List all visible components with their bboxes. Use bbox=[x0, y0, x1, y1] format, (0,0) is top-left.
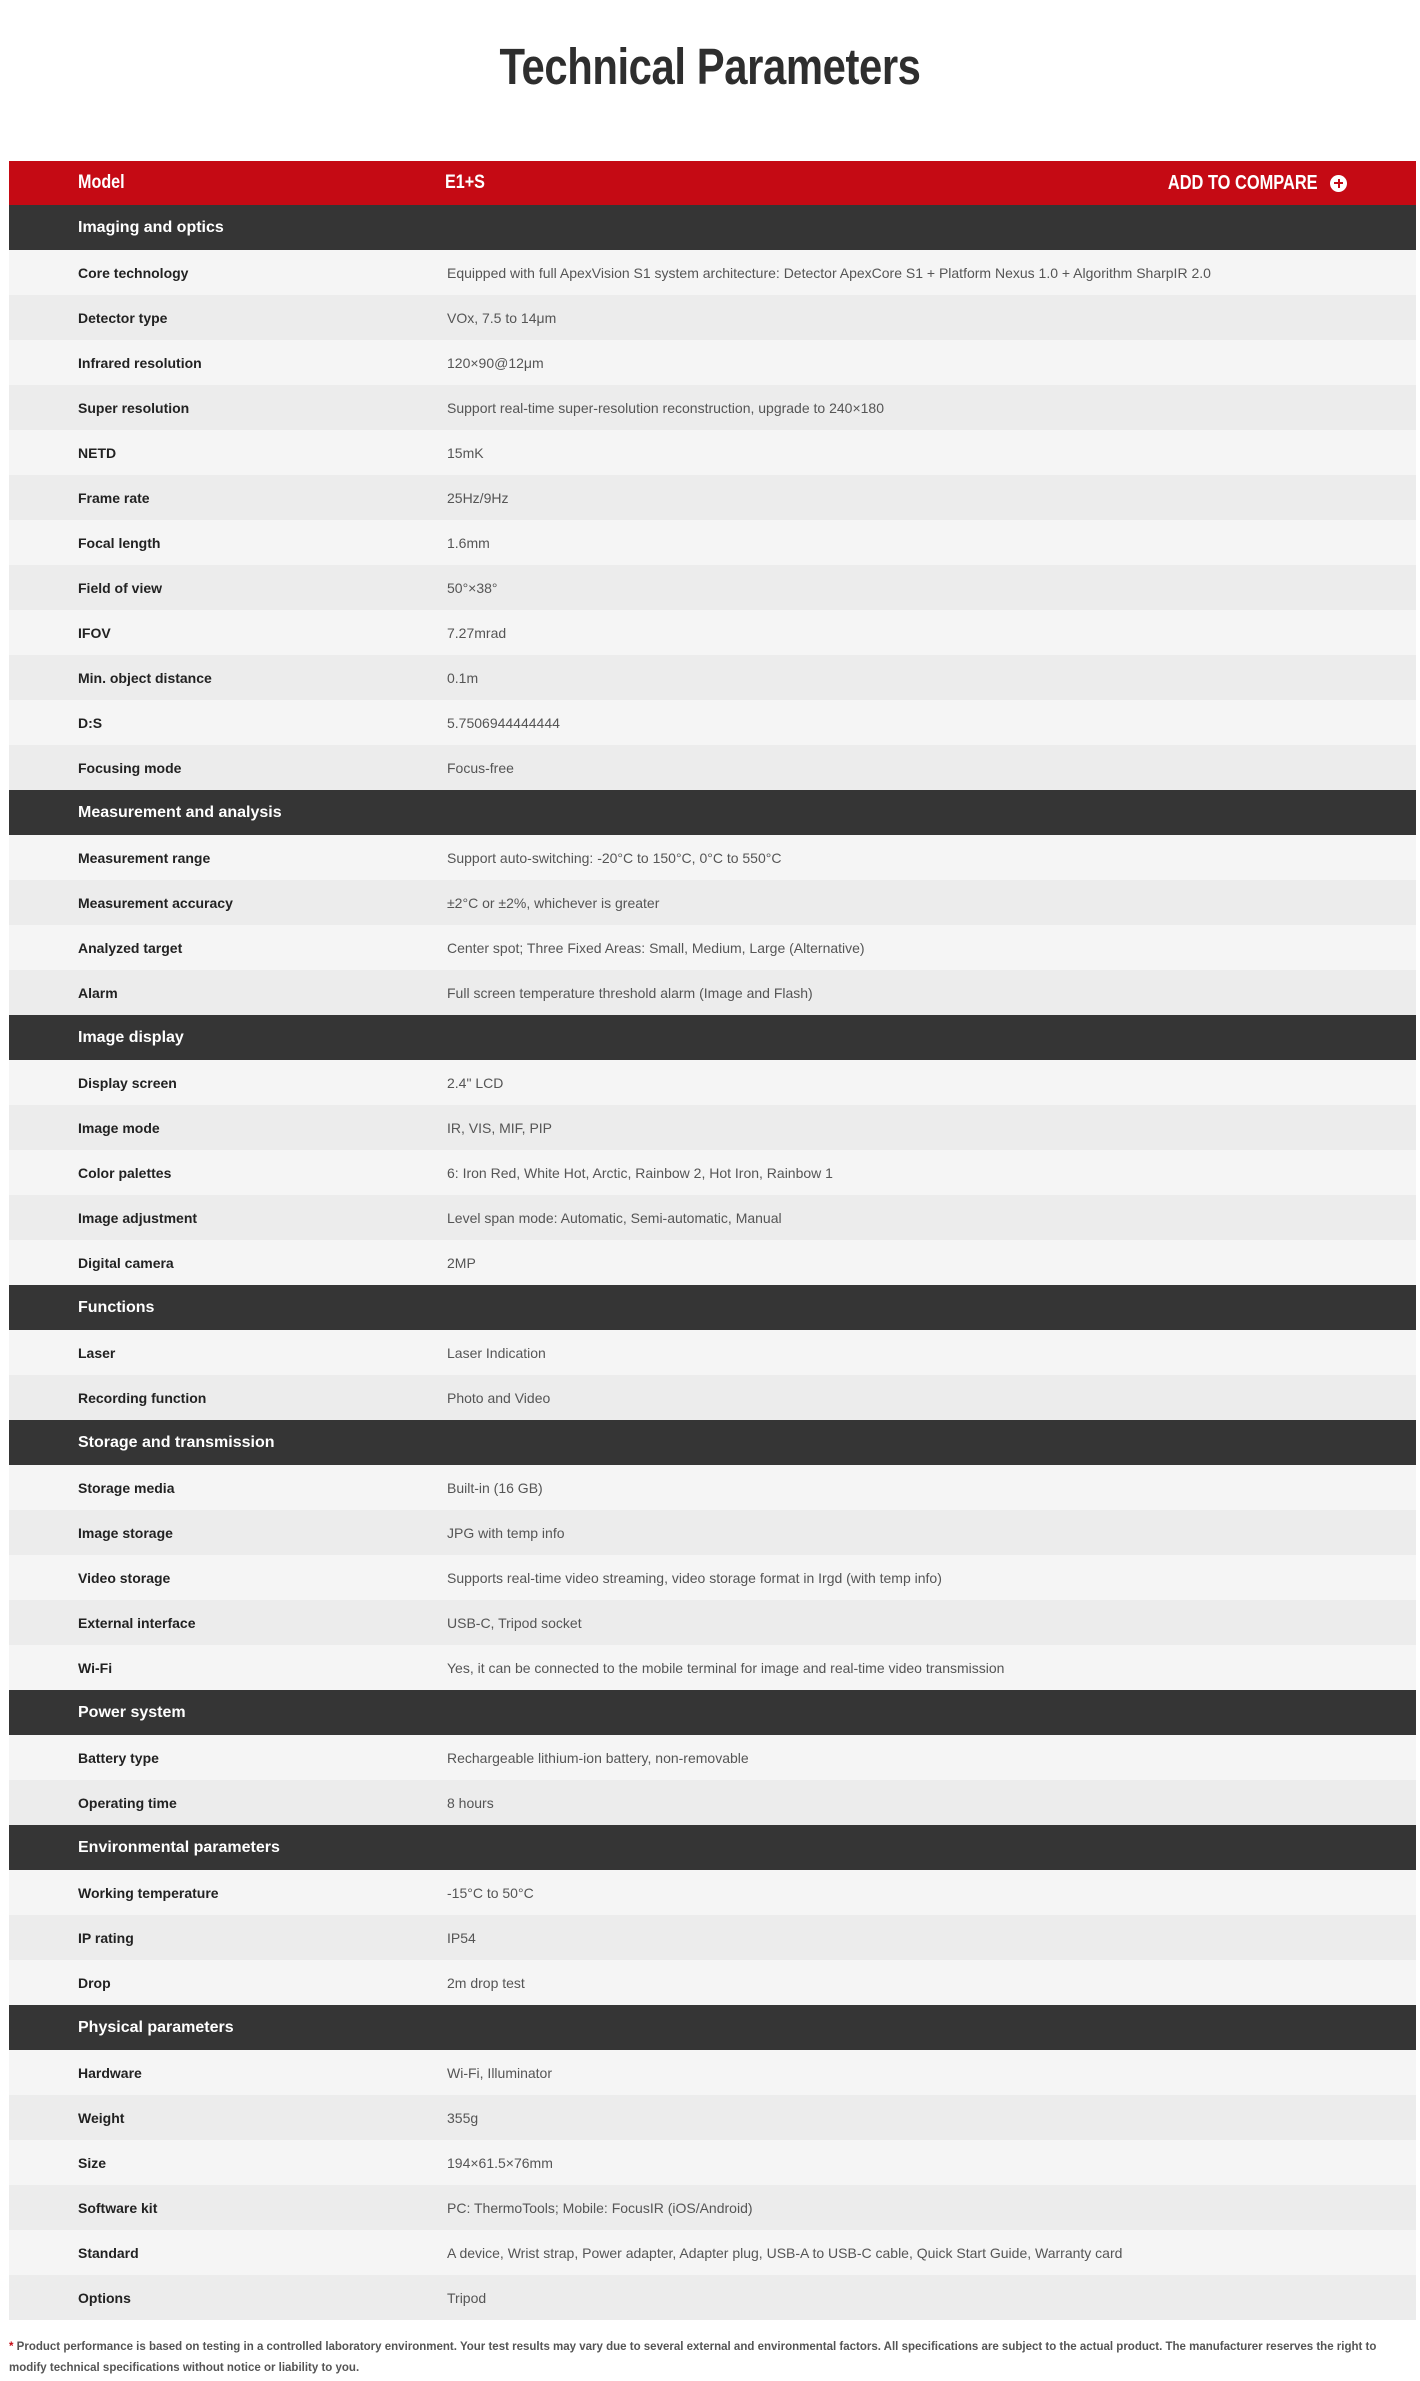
param-value: A device, Wrist strap, Power adapter, Adapter plug, USB-A to USB-C cable, Quick Start Guide, Warranty card bbox=[447, 2244, 1123, 2261]
table-row bbox=[9, 1555, 1416, 1600]
table-row bbox=[9, 970, 1416, 1015]
table-row bbox=[9, 1105, 1416, 1150]
param-label: Hardware bbox=[78, 2064, 142, 2081]
param-label: Battery type bbox=[78, 1749, 159, 1766]
table-row bbox=[9, 2275, 1416, 2320]
param-label: Analyzed target bbox=[78, 939, 183, 956]
param-value: 15mK bbox=[447, 444, 484, 461]
param-value: Full screen temperature threshold alarm (Image and Flash) bbox=[447, 984, 813, 1001]
param-label: Image mode bbox=[78, 1119, 160, 1136]
section-header: Power system bbox=[9, 1690, 1416, 1735]
param-label: Measurement range bbox=[78, 849, 211, 866]
param-label: Standard bbox=[78, 2244, 139, 2261]
table-row bbox=[9, 1915, 1416, 1960]
param-value: Support auto-switching: -20°C to 150°C, 0°C to 550°C bbox=[447, 849, 782, 866]
model-column-label: Model bbox=[78, 172, 125, 193]
param-value: IP54 bbox=[447, 1929, 476, 1946]
table-row bbox=[9, 610, 1416, 655]
add-to-compare-label: ADD TO COMPARE bbox=[1168, 171, 1318, 194]
table-row bbox=[9, 385, 1416, 430]
param-label: Wi-Fi bbox=[78, 1659, 113, 1676]
param-label: Color palettes bbox=[78, 1164, 172, 1181]
param-value: 355g bbox=[447, 2109, 479, 2126]
param-value: Rechargeable lithium-ion battery, non-removable bbox=[447, 1749, 749, 1766]
param-label: Video storage bbox=[78, 1569, 171, 1586]
param-label: Digital camera bbox=[78, 1254, 174, 1271]
section-header: Imaging and optics bbox=[9, 205, 1416, 250]
disclaimer-text: Product performance is based on testing in a controlled laboratory environment. Your test results may vary due to several external and environmental factors. All specifications are subject to the actual product. The manufacturer reserves the right to modify technical specifications without notice or liability to you. bbox=[9, 2341, 1377, 2374]
param-label: Weight bbox=[78, 2109, 125, 2126]
table-row bbox=[9, 2230, 1416, 2275]
param-label: Image storage bbox=[78, 1524, 173, 1541]
param-label: Image adjustment bbox=[78, 1209, 198, 1226]
param-label: Drop bbox=[78, 1974, 111, 1991]
table-row bbox=[9, 2095, 1416, 2140]
param-label: Recording function bbox=[78, 1389, 207, 1406]
param-value: Support real-time super-resolution reconstruction, upgrade to 240×180 bbox=[447, 399, 884, 416]
table-row bbox=[9, 1870, 1416, 1915]
table-row bbox=[9, 1780, 1416, 1825]
param-label: Size bbox=[78, 2154, 107, 2171]
param-label: Measurement accuracy bbox=[78, 894, 233, 911]
table-row bbox=[9, 745, 1416, 790]
param-label: External interface bbox=[78, 1614, 196, 1631]
param-value: 2m drop test bbox=[447, 1974, 525, 1991]
section-header: Storage and transmission bbox=[9, 1420, 1416, 1465]
param-value: 5.7506944444444 bbox=[447, 714, 560, 731]
plus-circle-icon bbox=[1330, 175, 1347, 192]
table-row bbox=[9, 880, 1416, 925]
param-value: -15°C to 50°C bbox=[447, 1884, 534, 1901]
table-row bbox=[9, 1150, 1416, 1195]
param-label: Display screen bbox=[78, 1074, 177, 1091]
param-value: Built-in (16 GB) bbox=[447, 1479, 543, 1496]
param-label: Focusing mode bbox=[78, 759, 182, 776]
param-value: Center spot; Three Fixed Areas: Small, Medium, Large (Alternative) bbox=[447, 939, 865, 956]
param-label: Alarm bbox=[78, 984, 118, 1001]
param-label: Options bbox=[78, 2289, 131, 2306]
param-value: Wi-Fi, Illuminator bbox=[447, 2064, 553, 2081]
param-value: Supports real-time video streaming, video storage format in Irgd (with temp info) bbox=[447, 1569, 942, 1586]
page-title: Technical Parameters bbox=[499, 38, 921, 95]
param-value: Focus-free bbox=[447, 759, 514, 776]
spec-table bbox=[9, 161, 1416, 2320]
table-row bbox=[9, 340, 1416, 385]
param-label: Focal length bbox=[78, 534, 161, 551]
param-value: Photo and Video bbox=[447, 1389, 551, 1406]
table-row bbox=[9, 430, 1416, 475]
section-header: Functions bbox=[9, 1285, 1416, 1330]
table-row bbox=[9, 250, 1416, 295]
table-row bbox=[9, 1960, 1416, 2005]
param-label: Field of view bbox=[78, 579, 163, 596]
add-to-compare-button[interactable] bbox=[1135, 172, 1347, 195]
param-value: USB-C, Tripod socket bbox=[447, 1614, 582, 1631]
param-label: Software kit bbox=[78, 2199, 158, 2216]
param-label: Operating time bbox=[78, 1794, 177, 1811]
param-label: NETD bbox=[78, 444, 117, 461]
table-row bbox=[9, 2185, 1416, 2230]
param-value: Laser Indication bbox=[447, 1344, 546, 1361]
param-label: Infrared resolution bbox=[78, 354, 202, 371]
table-row bbox=[9, 1735, 1416, 1780]
param-value: 7.27mrad bbox=[447, 624, 507, 641]
table-row bbox=[9, 1465, 1416, 1510]
table-row bbox=[9, 565, 1416, 610]
param-value: PC: ThermoTools; Mobile: FocusIR (iOS/Android) bbox=[447, 2199, 753, 2216]
param-label: Storage media bbox=[78, 1479, 175, 1496]
table-row bbox=[9, 1060, 1416, 1105]
param-value: 8 hours bbox=[447, 1794, 494, 1811]
table-row bbox=[9, 700, 1416, 745]
section-header: Physical parameters bbox=[9, 2005, 1416, 2050]
table-row bbox=[9, 295, 1416, 340]
section-header: Measurement and analysis bbox=[9, 790, 1416, 835]
param-value: 0.1m bbox=[447, 669, 479, 686]
param-value: Tripod bbox=[447, 2289, 487, 2306]
param-label: D:S bbox=[78, 714, 103, 731]
table-row bbox=[9, 1195, 1416, 1240]
table-row bbox=[9, 2050, 1416, 2095]
param-value: 25Hz/9Hz bbox=[447, 489, 509, 506]
table-row bbox=[9, 925, 1416, 970]
param-value: 6: Iron Red, White Hot, Arctic, Rainbow 2, Hot Iron, Rainbow 1 bbox=[447, 1164, 833, 1181]
table-row bbox=[9, 2140, 1416, 2185]
param-value: VOx, 7.5 to 14μm bbox=[447, 309, 557, 326]
table-row bbox=[9, 1375, 1416, 1420]
product-name: E1+S bbox=[445, 172, 485, 193]
param-value: 2.4" LCD bbox=[447, 1074, 504, 1091]
param-value: 50°×38° bbox=[447, 579, 498, 596]
table-row bbox=[9, 475, 1416, 520]
table-row bbox=[9, 520, 1416, 565]
param-value: JPG with temp info bbox=[447, 1524, 565, 1541]
table-row bbox=[9, 1510, 1416, 1555]
table-row bbox=[9, 1330, 1416, 1375]
table-row bbox=[9, 1240, 1416, 1285]
param-label: IP rating bbox=[78, 1929, 134, 1946]
param-label: Min. object distance bbox=[78, 669, 212, 686]
param-label: Core technology bbox=[78, 264, 189, 281]
param-label: Frame rate bbox=[78, 489, 150, 506]
disclaimer-note bbox=[9, 2337, 1414, 2379]
section-header: Image display bbox=[9, 1015, 1416, 1060]
param-value: ±2°C or ±2%, whichever is greater bbox=[447, 894, 660, 911]
param-value: 120×90@12μm bbox=[447, 354, 544, 371]
param-value: Yes, it can be connected to the mobile terminal for image and real-time video transmission bbox=[447, 1659, 1005, 1676]
table-row bbox=[9, 1645, 1416, 1690]
param-label: Laser bbox=[78, 1344, 116, 1361]
param-value: 2MP bbox=[447, 1254, 476, 1271]
table-row bbox=[9, 1600, 1416, 1645]
param-value: 1.6mm bbox=[447, 534, 490, 551]
disclaimer-asterisk: * bbox=[9, 2341, 14, 2353]
spec-sections bbox=[9, 205, 1416, 2320]
param-label: Working temperature bbox=[78, 1884, 219, 1901]
param-label: Detector type bbox=[78, 309, 168, 326]
param-value: Equipped with full ApexVision S1 system architecture: Detector ApexCore S1 + Platform Nexus 1.0 + Algorithm SharpIR 2.0 bbox=[447, 264, 1211, 281]
param-value: IR, VIS, MIF, PIP bbox=[447, 1119, 553, 1136]
param-value: Level span mode: Automatic, Semi-automatic, Manual bbox=[447, 1209, 782, 1226]
section-header: Environmental parameters bbox=[9, 1825, 1416, 1870]
param-value: 194×61.5×76mm bbox=[447, 2154, 553, 2171]
table-row bbox=[9, 655, 1416, 700]
param-label: IFOV bbox=[78, 624, 111, 641]
table-header bbox=[9, 161, 1416, 205]
table-row bbox=[9, 835, 1416, 880]
param-label: Super resolution bbox=[78, 399, 190, 416]
